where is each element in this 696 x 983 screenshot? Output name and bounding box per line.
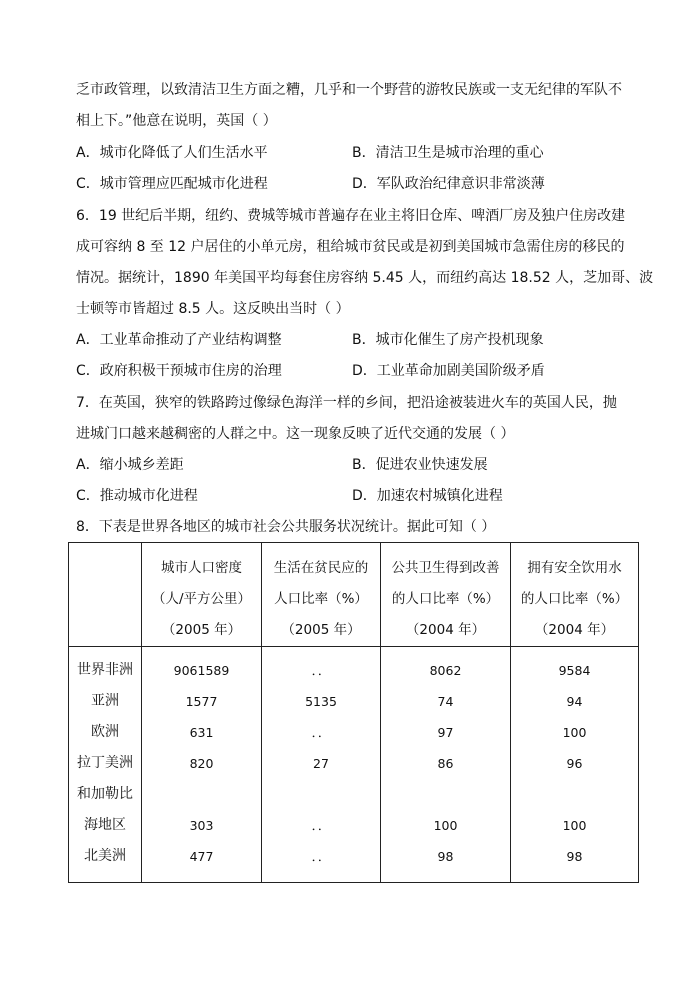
q7-option-a: A．缩小城乡差距	[76, 457, 184, 473]
q6-stem-line-4: 士顿等市皆超过 8.5 人。这反映出当时（ ）	[76, 301, 350, 317]
region-label: 北美洲	[84, 848, 126, 864]
density-value: 9061589	[173, 663, 230, 678]
sanitation-value	[381, 779, 510, 810]
header-sanitation: 公共卫生得到改善 的人口比率（%） （2004 年）	[381, 543, 511, 647]
statistics-table	[68, 542, 639, 883]
slum-value: 27	[313, 756, 329, 771]
density-value: 303	[189, 818, 214, 833]
sanitation-value: 8062	[429, 663, 462, 678]
water-value: 94	[566, 694, 583, 709]
water-value	[511, 779, 638, 810]
q5-option-d: D．军队政治纪律意识非常淡薄	[352, 176, 545, 192]
sanitation-value: 74	[437, 694, 454, 709]
q6-option-b: B．城市化催生了房产投机现象	[352, 332, 544, 348]
sanitation-value: 86	[437, 756, 454, 771]
sanitation-value: 98	[437, 849, 454, 864]
q6-stem-line-2: 成可容纳 8 至 12 户居住的小单元房，租给城市贫民或是初到美国城市急需住房的移民的	[76, 239, 625, 255]
q6-option-d: D．工业革命加剧美国阶级矛盾	[352, 363, 545, 379]
q5-option-b: B．清洁卫生是城市治理的重心	[352, 145, 544, 161]
sanitation-value: 97	[437, 725, 454, 740]
water-column	[511, 647, 639, 883]
density-column	[142, 647, 262, 883]
sanitation-column	[381, 647, 511, 883]
region-label: 欧洲	[91, 724, 119, 740]
water-value: 98	[566, 849, 583, 864]
density-value: 1577	[185, 694, 218, 709]
q8-stem: 8．下表是世界各地区的城市社会公共服务状况统计。据此可知（ ）	[76, 519, 496, 535]
q6-stem-line-3: 情况。据统计，1890 年美国平均每套住房容纳 5.45 人，而纽约高达 18.52 人，芝加哥、波	[76, 270, 654, 286]
slum-value: 5135	[305, 694, 337, 709]
density-value: 820	[189, 756, 214, 771]
density-value: 631	[189, 725, 214, 740]
q6-stem-line-1: 6．19 世纪后半期，纽约、费城等城市普遍存在业主将旧仓库、啤酒厂房及独户住房改建	[76, 208, 626, 224]
density-value	[142, 779, 261, 810]
water-value: 9584	[558, 663, 591, 678]
region-label: 亚洲	[91, 693, 119, 709]
slum-column	[262, 647, 381, 883]
region-label: 和加勒比	[77, 786, 133, 802]
region-label: 拉丁美洲	[77, 755, 133, 771]
slum-value: ．．	[311, 849, 331, 864]
slum-value	[262, 779, 380, 810]
table-body-row	[69, 647, 639, 883]
passage-line-2: 相上下。”他意在说明，英国（ ）	[76, 113, 277, 129]
header-density: 城市人口密度 （人/平方公里） （2005 年）	[142, 543, 262, 647]
passage-line-1: 乏市政管理，以致清洁卫生方面之糟，几乎和一个野营的游牧民族或一支无纪律的军队不	[76, 82, 622, 98]
water-value: 100	[562, 725, 587, 740]
region-column	[69, 647, 142, 883]
q5-option-c: C．城市管理应匹配城市化进程	[76, 176, 268, 192]
q6-option-c: C．政府积极干预城市住房的治理	[76, 363, 282, 379]
q7-option-c: C．推动城市化进程	[76, 488, 198, 504]
sanitation-value: 100	[433, 818, 458, 833]
water-value: 100	[562, 818, 587, 833]
region-label: 世界非洲	[77, 662, 133, 678]
header-water: 拥有安全饮用水 的人口比率（%） （2004 年）	[511, 543, 639, 647]
q7-stem-line-2: 进城门口越来越稠密的人群之中。这一现象反映了近代交通的发展（ ）	[76, 426, 515, 442]
q7-option-d: D．加速农村城镇化进程	[352, 488, 503, 504]
q6-option-a: A．工业革命推动了产业结构调整	[76, 332, 282, 348]
slum-value: ．．	[311, 818, 331, 833]
density-value: 477	[189, 849, 214, 864]
q5-option-a: A．城市化降低了人们生活水平	[76, 145, 268, 161]
header-slum: 生活在贫民应的 人口比率（%） （2005 年）	[262, 543, 381, 647]
q7-stem-line-1: 7．在英国，狭窄的铁路跨过像绿色海洋一样的乡间，把沿途被装进火车的英国人民，抛	[76, 395, 617, 411]
q7-option-b: B．促进农业快速发展	[352, 457, 488, 473]
slum-value: ．．	[311, 663, 331, 678]
slum-value: ．．	[311, 725, 331, 740]
table-header-row	[69, 543, 639, 647]
header-region-empty	[69, 543, 142, 647]
water-value: 96	[566, 756, 583, 771]
region-label: 海地区	[84, 817, 126, 833]
